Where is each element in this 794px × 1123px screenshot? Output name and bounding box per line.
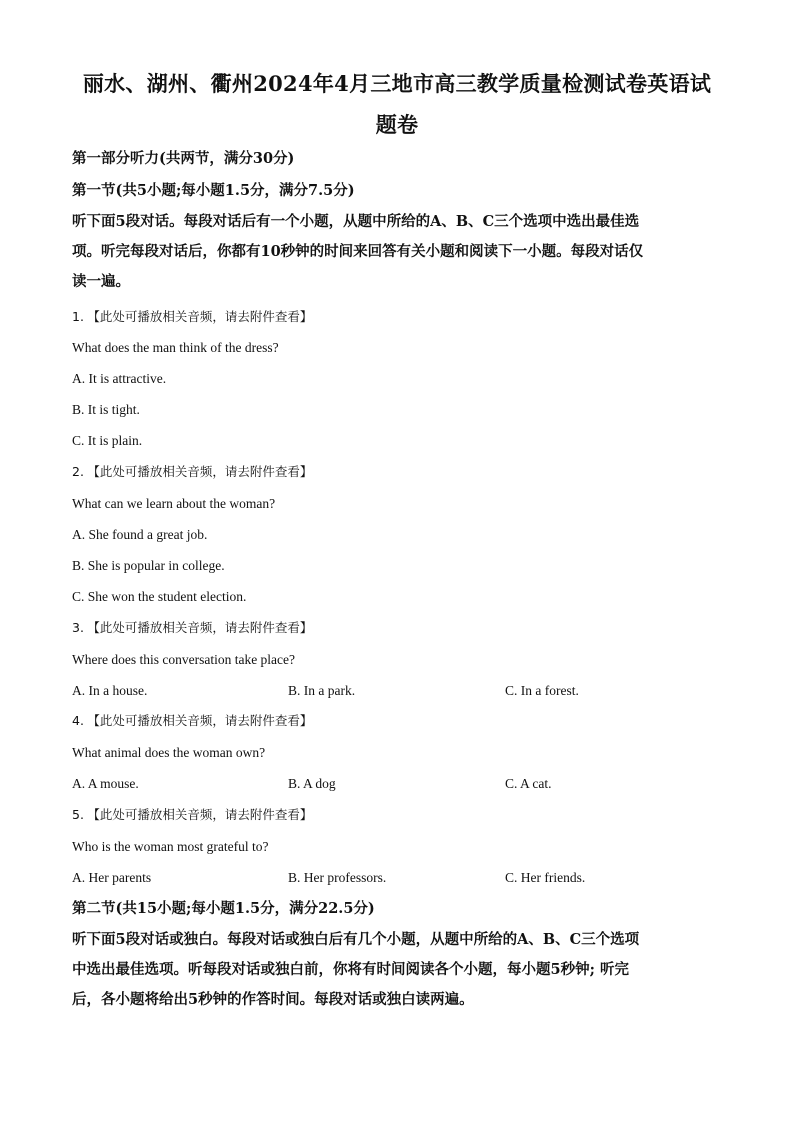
- section1-instructions: [72, 207, 722, 297]
- section1-instruction-line: 项。听完每段对话后，你都有10秒钟的时间来回答有关小题和阅读下一小题。每段对话仅: [72, 243, 644, 260]
- question-number: 3.: [72, 620, 84, 635]
- audio-attachment-note[interactable]: 【此处可播放相关音频，请去附件查看】: [87, 464, 313, 479]
- question-5-option-a: A. Her parents: [72, 870, 152, 885]
- question-1-text: What does the man think of the dress?: [72, 340, 279, 355]
- question-2-option-a: A. She found a great job.: [72, 527, 208, 542]
- question-number: 1.: [72, 309, 84, 324]
- question-2-option-b: B. She is popular in college.: [72, 558, 225, 573]
- section2-instruction-line: 听下面5段对话或独白。每段对话或独白后有几个小题，从题中所给的A、B、C三个选项: [72, 931, 640, 948]
- question-3-option-a: A. In a house.: [72, 683, 148, 698]
- question-5-audio-row: [72, 807, 312, 823]
- audio-attachment-note[interactable]: 【此处可播放相关音频，请去附件查看】: [87, 807, 313, 822]
- section2-instruction-line: 中选出最佳选项。听每段对话或独白前，你将有时间阅读各个小题，每小题5秒钟; 听完: [72, 961, 629, 978]
- audio-attachment-note[interactable]: 【此处可播放相关音频，请去附件查看】: [87, 309, 313, 324]
- section1-instruction-line: 读一遍。: [72, 273, 130, 290]
- audio-attachment-note[interactable]: 【此处可播放相关音频，请去附件查看】: [87, 713, 313, 728]
- section2-heading: 第二节(共15小题;每小题1.5分，满分22.5分): [72, 900, 375, 917]
- exam-title-line2: 题卷: [375, 112, 419, 137]
- question-5-option-c: C. Her friends.: [505, 870, 586, 885]
- section2-instructions: [72, 925, 722, 1015]
- question-3-option-b: B. In a park.: [288, 683, 356, 698]
- question-number: 5.: [72, 807, 84, 822]
- question-4-option-c: C. A cat.: [505, 776, 552, 791]
- question-3-text: Where does this conversation take place?: [72, 652, 296, 667]
- question-4-text: What animal does the woman own?: [72, 745, 266, 760]
- question-2-text: What can we learn about the woman?: [72, 496, 276, 511]
- question-4-audio-row: [72, 713, 312, 729]
- question-3-audio-row: [72, 620, 312, 636]
- question-2-audio-row: [72, 464, 312, 480]
- question-5-option-b: B. Her professors.: [288, 870, 387, 885]
- question-1-option-a: A. It is attractive.: [72, 371, 167, 386]
- question-1-audio-row: [72, 309, 312, 325]
- question-number: 2.: [72, 464, 84, 479]
- question-4-option-b: B. A dog: [288, 776, 336, 791]
- question-1-option-b: B. It is tight.: [72, 402, 140, 417]
- question-number: 4.: [72, 713, 84, 728]
- audio-attachment-note[interactable]: 【此处可播放相关音频，请去附件查看】: [87, 620, 313, 635]
- question-3-option-c: C. In a forest.: [505, 683, 579, 698]
- section2-instruction-line: 后，各小题将给出5秒钟的作答时间。每段对话或独白读两遍。: [72, 991, 474, 1008]
- exam-title-line1: 丽水、湖州、衢州2024年4月三地市高三教学质量检测试卷英语试: [82, 71, 712, 96]
- section1-instruction-line: 听下面5段对话。每段对话后有一个小题，从题中所给的A、B、C三个选项中选出最佳选: [72, 213, 640, 230]
- section1-heading: 第一节(共5小题;每小题1.5分，满分7.5分): [72, 182, 355, 199]
- part1-heading: 第一部分听力(共两节，满分30分): [72, 150, 295, 167]
- question-2-option-c: C. She won the student election.: [72, 589, 247, 604]
- question-1-option-c: C. It is plain.: [72, 433, 143, 448]
- question-5-text: Who is the woman most grateful to?: [72, 839, 269, 854]
- question-4-option-a: A. A mouse.: [72, 776, 139, 791]
